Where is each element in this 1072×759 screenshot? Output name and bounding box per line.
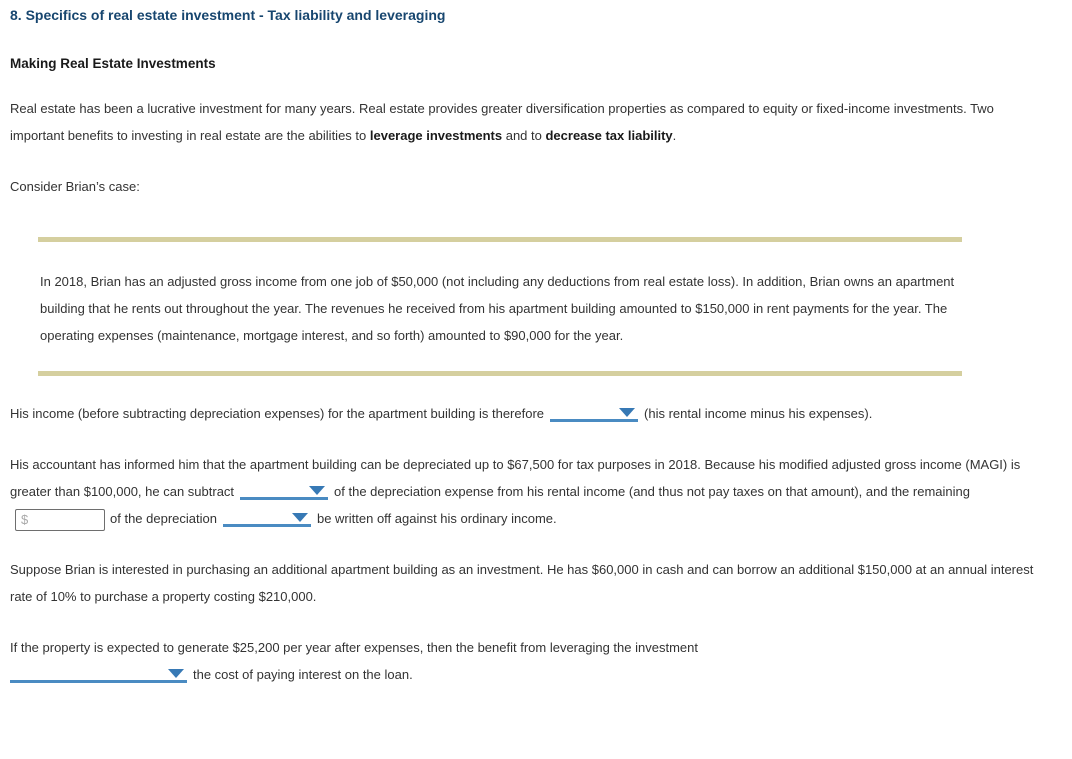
chevron-down-icon — [619, 408, 635, 417]
page-title: 8. Specifics of real estate investment - Tax liability and leveraging — [10, 7, 446, 23]
depreciation-subtract-dropdown[interactable] — [240, 485, 328, 500]
intro-text: Real estate has been a lucrative investment for many years. Real estate provides greater diversification properties as compared to equity or fixed-income investments. Two important benefits to investing in real estate are the abilities to — [10, 101, 994, 143]
intro-text-3: . — [672, 128, 677, 143]
question3-paragraph — [10, 634, 1042, 688]
consider-label: Consider Brian’s case: — [10, 179, 140, 194]
chevron-down-icon — [292, 513, 308, 522]
q3-text-before: If the property is expected to generate $25,200 per year after expenses, then the benefit from leveraging the investment — [10, 640, 698, 655]
q2-text-4: be written off against his ordinary income. — [316, 511, 557, 526]
chevron-down-icon — [168, 669, 184, 678]
income-dropdown[interactable] — [550, 407, 638, 422]
intro-text-2: and to — [502, 128, 546, 143]
question1-paragraph — [10, 400, 1042, 427]
scenario-text: In 2018, Brian has an adjusted gross income from one job of $50,000 (not including any deductions from real estate loss). In addition, Brian owns an apartment building that he rents out throughout the year. The revenues he received from his apartment building amounted to $150,000 in rent payments for the year. The operating expenses (maintenance, mortgage interest, and so forth) amounted to $90,000 for the year. — [40, 274, 955, 343]
q1-text-after: (his rental income minus his expenses). — [644, 406, 873, 421]
q2-text-1: His accountant has informed him that the apartment building can be depreciated up to $67,500 for tax purposes in 2018. Because his modified adjusted gross income (MAGI) is greater than $100,000, he can subtract — [10, 457, 1021, 499]
intro-bold-leverage: leverage investments — [369, 128, 503, 143]
leverage-scenario-paragraph: Suppose Brian is interested in purchasing an additional apartment building as an investment. He has $60,000 in cash and can borrow an additional $150,000 at an annual interest rate of 10% to purchase a property costing $210,000. — [10, 562, 1034, 604]
question2-paragraph — [10, 451, 1042, 532]
intro-bold-tax: decrease tax liability — [545, 128, 673, 143]
q1-text-before: His income (before subtracting depreciation expenses) for the apartment building is therefore — [10, 406, 545, 421]
depreciation-writeoff-dropdown[interactable] — [223, 512, 311, 527]
depreciation-amount-input[interactable] — [15, 509, 105, 531]
chevron-down-icon — [309, 486, 325, 495]
leverage-benefit-dropdown[interactable] — [10, 668, 187, 683]
section-heading: Making Real Estate Investments — [10, 56, 216, 71]
q3-text-after: the cost of paying interest on the loan. — [193, 667, 413, 682]
q2-text-2: of the depreciation expense from his rental income (and thus not pay taxes on that amount), and the remaining — [334, 484, 970, 499]
q2-text-3: of the depreciation — [110, 511, 217, 526]
scenario-box — [38, 237, 962, 376]
intro-paragraph — [10, 95, 1042, 149]
